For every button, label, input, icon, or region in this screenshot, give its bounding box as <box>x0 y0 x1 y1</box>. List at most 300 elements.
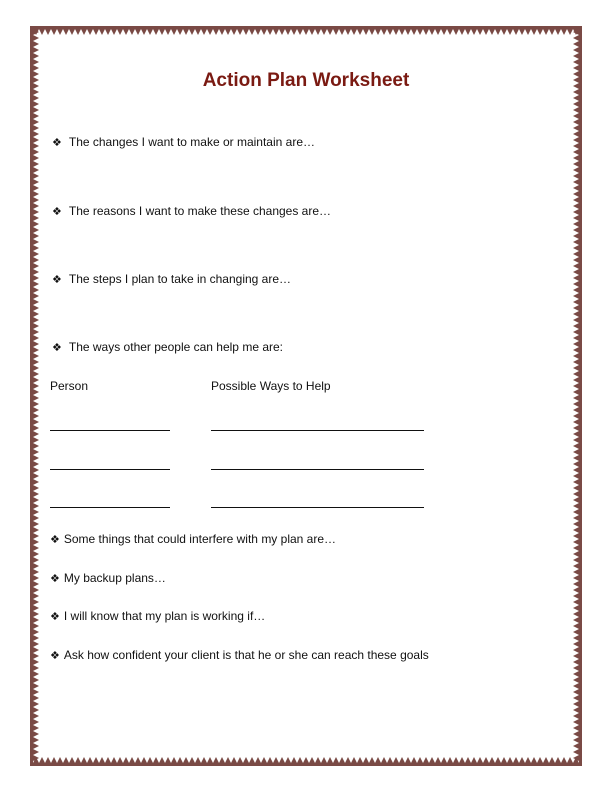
border-tooth <box>33 425 39 431</box>
border-tooth <box>135 757 141 763</box>
prompt-text: The steps I plan to take in changing are… <box>68 272 292 286</box>
border-tooth <box>33 413 39 419</box>
border-tooth <box>33 617 39 623</box>
border-tooth <box>525 757 531 763</box>
border-tooth <box>573 131 579 137</box>
border-tooth <box>195 757 201 763</box>
border-tooth <box>573 299 579 305</box>
border-tooth <box>117 757 123 763</box>
border-tooth <box>573 515 579 521</box>
border-tooth <box>483 757 489 763</box>
border-tooth <box>573 251 579 257</box>
border-tooth <box>573 395 579 401</box>
border-tooth <box>513 29 519 35</box>
border-tooth <box>573 377 579 383</box>
border-tooth <box>33 239 39 245</box>
border-tooth <box>57 29 63 35</box>
diamond-bullet-icon: ❖ <box>50 649 60 662</box>
border-tooth <box>339 757 345 763</box>
border-tooth <box>159 29 165 35</box>
border-tooth <box>231 29 237 35</box>
border-tooth <box>33 419 39 425</box>
border-tooth <box>81 757 87 763</box>
border-tooth <box>69 757 75 763</box>
border-tooth <box>135 29 141 35</box>
border-tooth <box>459 757 465 763</box>
border-tooth <box>567 29 573 35</box>
border-tooth <box>237 29 243 35</box>
border-tooth <box>33 551 39 557</box>
border-tooth <box>219 757 225 763</box>
border-tooth <box>33 161 39 167</box>
border-tooth <box>573 113 579 119</box>
border-tooth <box>573 53 579 59</box>
border-tooth <box>573 233 579 239</box>
border-tooth <box>273 29 279 35</box>
border-tooth <box>33 515 39 521</box>
border-tooth <box>33 233 39 239</box>
prompt-reasons <box>52 204 331 218</box>
border-tooth <box>573 125 579 131</box>
border-tooth <box>573 707 579 713</box>
border-tooth <box>201 29 207 35</box>
border-tooth <box>327 29 333 35</box>
border-right <box>573 26 582 766</box>
border-tooth <box>573 671 579 677</box>
border-tooth <box>147 757 153 763</box>
border-tooth <box>183 757 189 763</box>
border-tooth <box>573 401 579 407</box>
border-tooth <box>423 757 429 763</box>
border-tooth <box>453 29 459 35</box>
border-tooth <box>573 569 579 575</box>
border-tooth <box>33 647 39 653</box>
border-tooth <box>225 757 231 763</box>
border-tooth <box>573 335 579 341</box>
border-tooth <box>369 757 375 763</box>
border-tooth <box>573 533 579 539</box>
border-tooth <box>75 757 81 763</box>
border-tooth <box>375 29 381 35</box>
border-tooth <box>237 757 243 763</box>
diamond-bullet-icon: ❖ <box>52 273 62 286</box>
border-tooth <box>33 539 39 545</box>
border-tooth <box>213 29 219 35</box>
border-band <box>30 26 33 766</box>
border-tooth <box>33 107 39 113</box>
border-tooth <box>33 659 39 665</box>
border-tooth <box>525 29 531 35</box>
border-tooth <box>33 131 39 137</box>
border-tooth <box>573 245 579 251</box>
border-tooth <box>33 47 39 53</box>
border-tooth <box>93 757 99 763</box>
border-tooth <box>111 757 117 763</box>
border-tooth <box>573 215 579 221</box>
border-tooth <box>573 221 579 227</box>
border-tooth <box>405 757 411 763</box>
border-tooth <box>177 29 183 35</box>
border-tooth <box>531 757 537 763</box>
border-tooth <box>33 749 39 755</box>
border-tooth <box>141 29 147 35</box>
border-tooth <box>345 29 351 35</box>
border-tooth <box>33 563 39 569</box>
border-tooth <box>573 545 579 551</box>
border-tooth <box>171 29 177 35</box>
page-title: Action Plan Worksheet <box>202 70 410 91</box>
border-tooth <box>573 365 579 371</box>
border-tooth <box>51 757 57 763</box>
border-tooth <box>573 503 579 509</box>
border-tooth <box>465 757 471 763</box>
border-tooth <box>351 29 357 35</box>
border-tooth <box>321 757 327 763</box>
border-tooth <box>573 665 579 671</box>
border-tooth <box>501 757 507 763</box>
border-tooth <box>387 29 393 35</box>
border-tooth <box>573 713 579 719</box>
border-tooth <box>573 41 579 47</box>
border-tooth <box>417 757 423 763</box>
border-tooth <box>255 757 261 763</box>
border-tooth <box>309 757 315 763</box>
border-tooth <box>333 29 339 35</box>
border-tooth <box>357 29 363 35</box>
border-tooth <box>573 653 579 659</box>
border-tooth <box>495 29 501 35</box>
border-tooth <box>99 757 105 763</box>
border-tooth <box>573 581 579 587</box>
border-tooth <box>33 371 39 377</box>
border-tooth <box>33 353 39 359</box>
border-tooth <box>489 29 495 35</box>
border-tooth <box>573 527 579 533</box>
border-tooth <box>111 29 117 35</box>
border-tooth <box>39 757 45 763</box>
border-tooth <box>33 389 39 395</box>
border-tooth <box>573 143 579 149</box>
border-tooth <box>33 545 39 551</box>
border-tooth <box>33 137 39 143</box>
border-tooth <box>63 757 69 763</box>
border-tooth <box>573 275 579 281</box>
border-tooth <box>573 473 579 479</box>
border-tooth <box>33 179 39 185</box>
border-tooth <box>33 227 39 233</box>
border-tooth <box>573 443 579 449</box>
border-tooth <box>33 143 39 149</box>
border-tooth <box>219 29 225 35</box>
border-tooth <box>537 29 543 35</box>
border-tooth <box>33 203 39 209</box>
border-tooth <box>573 491 579 497</box>
prompt-text: My backup plans… <box>63 571 166 585</box>
border-tooth <box>573 599 579 605</box>
border-tooth <box>573 695 579 701</box>
border-tooth <box>555 757 561 763</box>
border-tooth <box>477 757 483 763</box>
border-tooth <box>195 29 201 35</box>
border-tooth <box>477 29 483 35</box>
border-tooth <box>333 757 339 763</box>
border-tooth <box>573 59 579 65</box>
border-tooth <box>573 341 579 347</box>
border-tooth <box>435 757 441 763</box>
border-tooth <box>183 29 189 35</box>
border-tooth <box>33 269 39 275</box>
border-tooth <box>573 437 579 443</box>
border-tooth <box>303 29 309 35</box>
border-tooth <box>33 443 39 449</box>
border-tooth <box>573 563 579 569</box>
border-tooth <box>33 455 39 461</box>
border-tooth <box>33 725 39 731</box>
border-tooth <box>537 757 543 763</box>
border-tooth <box>573 449 579 455</box>
ways-blank-line[interactable] <box>211 469 424 470</box>
border-tooth <box>507 29 513 35</box>
border-tooth <box>327 757 333 763</box>
border-tooth <box>33 305 39 311</box>
border-tooth <box>387 757 393 763</box>
border-tooth <box>573 383 579 389</box>
border-tooth <box>33 623 39 629</box>
border-tooth <box>39 29 45 35</box>
border-tooth <box>411 29 417 35</box>
person-blank-line[interactable] <box>50 430 170 431</box>
border-tooth <box>33 197 39 203</box>
border-tooth <box>33 113 39 119</box>
column-header-ways: Possible Ways to Help <box>211 379 331 393</box>
border-band <box>30 763 582 766</box>
border-tooth <box>417 29 423 35</box>
border-tooth <box>393 29 399 35</box>
border-tooth <box>33 581 39 587</box>
border-tooth <box>573 227 579 233</box>
border-tooth <box>33 707 39 713</box>
border-tooth <box>291 29 297 35</box>
border-tooth <box>573 353 579 359</box>
border-tooth <box>573 149 579 155</box>
border-tooth <box>177 757 183 763</box>
person-blank-line[interactable] <box>50 469 170 470</box>
border-tooth <box>573 359 579 365</box>
prompt-steps <box>52 272 291 286</box>
border-tooth <box>33 257 39 263</box>
border-tooth <box>33 329 39 335</box>
border-tooth <box>33 149 39 155</box>
border-tooth <box>33 377 39 383</box>
border-band <box>30 26 582 29</box>
border-tooth <box>573 137 579 143</box>
border-tooth <box>573 197 579 203</box>
border-tooth <box>33 101 39 107</box>
border-tooth <box>441 757 447 763</box>
border-tooth <box>573 269 579 275</box>
border-tooth <box>33 509 39 515</box>
border-tooth <box>495 757 501 763</box>
border-tooth <box>573 479 579 485</box>
border-tooth <box>159 757 165 763</box>
border-tooth <box>285 757 291 763</box>
border-tooth <box>33 719 39 725</box>
border-tooth <box>33 521 39 527</box>
border-tooth <box>243 757 249 763</box>
border-tooth <box>519 29 525 35</box>
border-tooth <box>129 29 135 35</box>
border-tooth <box>87 29 93 35</box>
border-tooth <box>573 623 579 629</box>
border-tooth <box>573 611 579 617</box>
border-tooth <box>573 455 579 461</box>
border-tooth <box>543 29 549 35</box>
prompt-text: The changes I want to make or maintain are… <box>68 135 315 149</box>
border-tooth <box>33 491 39 497</box>
border-tooth <box>33 263 39 269</box>
border-tooth <box>573 521 579 527</box>
border-tooth <box>573 317 579 323</box>
border-tooth <box>573 173 579 179</box>
border-tooth <box>33 737 39 743</box>
border-tooth <box>573 287 579 293</box>
border-tooth <box>33 605 39 611</box>
border-tooth <box>435 29 441 35</box>
border-tooth <box>573 683 579 689</box>
prompt-changes <box>52 135 315 149</box>
border-tooth <box>225 29 231 35</box>
border-tooth <box>573 119 579 125</box>
border-tooth <box>573 191 579 197</box>
border-tooth <box>51 29 57 35</box>
border-tooth <box>33 323 39 329</box>
border-tooth <box>33 317 39 323</box>
border-tooth <box>267 757 273 763</box>
border-tooth <box>33 461 39 467</box>
border-tooth <box>45 757 51 763</box>
border-tooth <box>393 757 399 763</box>
border-tooth <box>249 757 255 763</box>
border-tooth <box>381 757 387 763</box>
border-tooth <box>273 757 279 763</box>
border-top <box>30 26 582 35</box>
diamond-bullet-icon: ❖ <box>52 341 62 354</box>
border-tooth <box>315 29 321 35</box>
border-tooth <box>543 757 549 763</box>
border-tooth <box>33 599 39 605</box>
border-tooth <box>297 29 303 35</box>
border-tooth <box>315 757 321 763</box>
border-tooth <box>33 401 39 407</box>
border-tooth <box>429 757 435 763</box>
border-tooth <box>573 659 579 665</box>
border-tooth <box>465 29 471 35</box>
border-tooth <box>363 29 369 35</box>
border-tooth <box>369 29 375 35</box>
person-blank-line[interactable] <box>50 507 170 508</box>
border-tooth <box>213 757 219 763</box>
border-tooth <box>33 335 39 341</box>
border-tooth <box>33 641 39 647</box>
border-tooth <box>123 757 129 763</box>
border-tooth <box>33 575 39 581</box>
prompt-backup <box>50 571 166 585</box>
ways-blank-line[interactable] <box>211 430 424 431</box>
border-tooth <box>33 743 39 749</box>
border-tooth <box>573 593 579 599</box>
border-tooth <box>399 29 405 35</box>
border-tooth <box>573 575 579 581</box>
border-tooth <box>573 467 579 473</box>
ways-blank-line[interactable] <box>211 507 424 508</box>
border-tooth <box>507 757 513 763</box>
border-tooth <box>63 29 69 35</box>
diamond-bullet-icon: ❖ <box>50 610 60 623</box>
border-tooth <box>141 757 147 763</box>
border-tooth <box>573 305 579 311</box>
border-tooth <box>33 533 39 539</box>
border-tooth <box>285 29 291 35</box>
border-tooth <box>165 29 171 35</box>
border-tooth <box>573 413 579 419</box>
border-tooth <box>201 757 207 763</box>
border-tooth <box>33 185 39 191</box>
border-tooth <box>381 29 387 35</box>
border-tooth <box>33 683 39 689</box>
border-tooth <box>33 359 39 365</box>
border-tooth <box>573 731 579 737</box>
border-tooth <box>483 29 489 35</box>
border-tooth <box>573 155 579 161</box>
prompt-text: Some things that could interfere with my plan are… <box>63 532 337 546</box>
border-tooth <box>573 47 579 53</box>
border-tooth <box>573 281 579 287</box>
border-tooth <box>207 757 213 763</box>
border-tooth <box>573 557 579 563</box>
border-tooth <box>303 757 309 763</box>
prompt-text: The ways other people can help me are: <box>68 340 283 354</box>
border-tooth <box>99 29 105 35</box>
border-tooth <box>375 757 381 763</box>
border-tooth <box>243 29 249 35</box>
border-tooth <box>573 185 579 191</box>
border-tooth <box>339 29 345 35</box>
border-tooth <box>573 425 579 431</box>
border-tooth <box>87 757 93 763</box>
border-tooth <box>345 757 351 763</box>
border-tooth <box>33 479 39 485</box>
border-tooth <box>33 557 39 563</box>
border-tooth <box>531 29 537 35</box>
border-tooth <box>171 757 177 763</box>
border-tooth <box>33 221 39 227</box>
border-tooth <box>573 725 579 731</box>
border-tooth <box>513 757 519 763</box>
border-tooth <box>33 341 39 347</box>
border-tooth <box>573 497 579 503</box>
border-tooth <box>573 161 579 167</box>
border-tooth <box>279 757 285 763</box>
border-tooth <box>291 757 297 763</box>
border-tooth <box>33 287 39 293</box>
border-tooth <box>189 29 195 35</box>
border-tooth <box>363 757 369 763</box>
border-tooth <box>423 29 429 35</box>
border-tooth <box>573 719 579 725</box>
border-tooth <box>129 757 135 763</box>
border-tooth <box>573 179 579 185</box>
prompt-text: The reasons I want to make these changes are… <box>68 204 332 218</box>
